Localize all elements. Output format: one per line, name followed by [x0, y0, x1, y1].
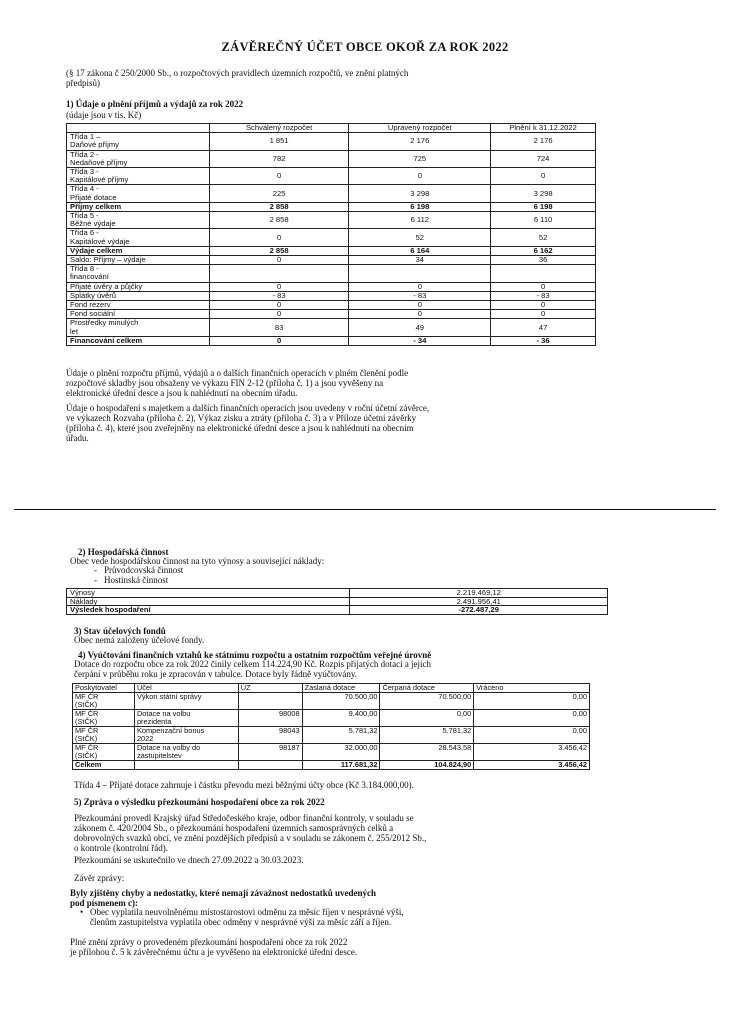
row-value: 49	[349, 319, 491, 336]
column-header: Zaslaná dotace	[302, 684, 380, 693]
provider-cell: MF ČR (StČK)	[73, 710, 135, 727]
section-1-unit: (údaje jsou v tis. Kč)	[66, 110, 142, 120]
text-line: Byly zjištěny chyby a nedostatky, které nemají závažnost nedostatků uvedených	[70, 888, 377, 898]
row-value: 0	[209, 301, 349, 310]
list-item: - Průvodcovská činnost	[94, 565, 184, 575]
column-header: Upravený rozpočet	[349, 124, 491, 133]
table-header-row	[67, 124, 596, 133]
section-5-findings	[70, 888, 376, 908]
row-value: 0	[491, 168, 596, 185]
column-header: Plnění k 31.12.2022	[491, 124, 596, 133]
row-value: - 34	[349, 336, 491, 345]
row-value: 3 298	[491, 185, 596, 202]
row-value: 52	[491, 229, 596, 246]
section-1-paragraph-2	[66, 403, 429, 443]
row-label: Třída 2 - Nedaňové příjmy	[67, 150, 210, 167]
row-value: 0	[209, 282, 349, 291]
text-line: Údaje o plnění rozpočtu příjmů, výdajů a o dalších finančních operacích v plném členění podle	[66, 368, 409, 378]
section-5-bullet	[80, 907, 404, 927]
business-result-table	[66, 588, 608, 615]
grants-table-body	[73, 684, 590, 770]
sent-cell: 70.500,00	[302, 693, 380, 710]
table-row	[67, 202, 596, 211]
table-row	[67, 301, 596, 310]
bullet-icon: •	[80, 907, 84, 917]
row-value: 0	[349, 310, 491, 319]
section-5-paragraph-1	[74, 813, 426, 853]
row-label: Třída 8 - financování	[67, 265, 210, 282]
text-line: Plné znění zprávy o provedeném přezkoumání hospodaření obce za rok 2022	[70, 937, 348, 947]
text-line: ve výkazech Rozvaha (příloha č. 2), Výkaz zisku a ztráty (příloha č. 3) a v Příloze účetní závěrky	[66, 413, 417, 423]
row-value	[209, 265, 349, 282]
table-row	[67, 150, 596, 167]
purpose-cell: Dotace na volby do zastupitelstev	[134, 744, 238, 761]
text-line: členům zastupitelstva vyplatila obec odměny v nesprávné výši za měsíc září a říjen.	[90, 917, 392, 927]
sent-cell: 5.781,32	[302, 727, 380, 744]
table-row	[67, 282, 596, 291]
row-label: Financování celkem	[67, 336, 210, 345]
text-line: zákonem č. 420/2004 Sb., o přezkoumání hospodaření územních samosprávných celků a	[74, 823, 394, 833]
section-5-heading: 5) Zpráva o výsledku přezkoumání hospodaření obce za rok 2022	[74, 797, 325, 807]
column-header: ÚZ	[238, 684, 302, 693]
row-value: 0	[491, 310, 596, 319]
table-row	[67, 256, 596, 265]
column-header: Poskytovatel	[73, 684, 135, 693]
table-row	[73, 693, 590, 710]
purpose-cell: Dotace na volbu prezidenta	[134, 710, 238, 727]
text-line: rozpočtové skladby jsou obsaženy ve výkazu FIN 2-12 (příloha č. 1) a jsou vyvěšeny na	[66, 378, 384, 388]
row-label: Třída 4 - Přijaté dotace	[67, 185, 210, 202]
list-item: - Hostinská činnost	[94, 575, 169, 585]
text-line: • Obec vyplatila neuvolněnému místostarostovi odměnu za měsíc říjen v nesprávné výši,	[80, 907, 404, 917]
row-value: 52	[349, 229, 491, 246]
text-line: pod písmenem c):	[70, 898, 138, 908]
row-label: Saldo: Příjmy – výdaje	[67, 256, 210, 265]
row-value: 6 162	[491, 246, 596, 255]
total-sent: 117.681,32	[302, 761, 380, 770]
table-row	[67, 310, 596, 319]
row-value: 6 198	[491, 202, 596, 211]
table-row	[73, 710, 590, 727]
used-cell: 28.543,58	[380, 744, 474, 761]
row-value: - 83	[349, 291, 491, 300]
text-line: o kontrole (kontrolní řád).	[74, 843, 168, 853]
row-value: 2 858	[209, 212, 349, 229]
table-row	[73, 744, 590, 761]
text-line: čerpání v průběhu roku je zpracován v tabulce. Dotace byly řádně vyúčtovány.	[74, 669, 358, 679]
row-value: - 83	[209, 291, 349, 300]
used-cell: 5.781,32	[380, 727, 474, 744]
table-row	[67, 133, 596, 150]
column-header: Účel	[134, 684, 238, 693]
returned-cell: 0,00	[474, 710, 590, 727]
purpose-cell: Kompenzační bonus 2022	[134, 727, 238, 744]
row-value	[349, 265, 491, 282]
budget-table-body	[67, 124, 596, 346]
text-line: dobrovolných svazků obcí, ve znění pozdějších předpisů a v souladu se zákonem č. 255/2012 Sb.,	[74, 833, 427, 843]
row-value: 724	[491, 150, 596, 167]
table-row	[67, 319, 596, 336]
uz-cell	[238, 693, 302, 710]
row-value: 0	[209, 229, 349, 246]
section-1-heading: 1) Údaje o plnění příjmů a výdajů za rok 2022	[66, 99, 244, 109]
row-value: 2 858	[209, 246, 349, 255]
returned-cell: 0,00	[474, 693, 590, 710]
row-label: Výnosy	[67, 589, 350, 598]
row-value: 47	[491, 319, 596, 336]
row-value: 6 198	[349, 202, 491, 211]
row-value: 0	[209, 256, 349, 265]
text-line: úřadu.	[66, 433, 89, 443]
text-line: Přezkoumání provedl Krajský úřad Středočeského kraje, odbor finanční kontroly, v souladu se	[74, 813, 414, 823]
row-label: Příjmy celkem	[67, 202, 210, 211]
row-value: 1 851	[209, 133, 349, 150]
row-value: 0	[209, 310, 349, 319]
provider-cell: MF ČR (StČK)	[73, 727, 135, 744]
row-value: 6 164	[349, 246, 491, 255]
section-2-list	[94, 565, 183, 585]
table-row	[67, 229, 596, 246]
table-row	[67, 246, 596, 255]
section-4-heading: 4) Vyúčtování finančních vztahů ke státnímu rozpočtu a ostatním rozpočtům veřejné úrovně	[78, 650, 432, 660]
row-label: Třída 6 - Kapitálové výdaje	[67, 229, 210, 246]
table-row	[73, 727, 590, 744]
row-label: Splátky úvěrů	[67, 291, 210, 300]
row-value: 2 858	[209, 202, 349, 211]
row-label: Třída 3 - Kapitálové příjmy	[67, 168, 210, 185]
section-4-note: Třída 4 – Přijaté dotace zahrnuje i částku převodu mezi běžnými účty obce (Kč 3.184.000,00).	[74, 780, 414, 790]
provider-cell: MF ČR (StČK)	[73, 744, 135, 761]
budget-table	[66, 123, 596, 346]
purpose-cell: Výkon státní správy	[134, 693, 238, 710]
row-value: 0	[491, 282, 596, 291]
grants-table	[72, 683, 590, 770]
table-row	[67, 589, 608, 598]
section-5-conclusion-label: Závěr zprávy:	[74, 873, 125, 883]
row-value: - 83	[491, 291, 596, 300]
row-value: 2.219.469,12	[350, 589, 608, 598]
section-3-text: Obec nemá založeny účelové fondy.	[74, 635, 205, 645]
row-label: Výdaje celkem	[67, 246, 210, 255]
table-row	[67, 291, 596, 300]
uz-cell: 98008	[238, 710, 302, 727]
row-value: 2 176	[349, 133, 491, 150]
row-value: 6 112	[349, 212, 491, 229]
row-value: 782	[209, 150, 349, 167]
row-value: 83	[209, 319, 349, 336]
row-value: 0	[349, 301, 491, 310]
row-value: 36	[491, 256, 596, 265]
table-row	[67, 185, 596, 202]
row-label: Třída 1 – Daňové příjmy	[67, 133, 210, 150]
section-2-heading: 2) Hospodářská činnost	[78, 547, 169, 557]
legal-reference-line: (§ 17 zákona č 250/2000 Sb., o rozpočtových pravidlech územních rozpočtů, ve znění platných	[66, 68, 409, 78]
returned-cell: 0,00	[474, 727, 590, 744]
row-value: 0	[209, 336, 349, 345]
section-5-dates: Přezkoumání se uskutečnilo ve dnech 27.09.2022 a 30.03.2023.	[74, 855, 304, 865]
row-value: -272.487,29	[350, 606, 608, 615]
table-row	[67, 606, 608, 615]
document-title: ZÁVĚREČNÝ ÚČET OBCE OKOŘ ZA ROK 2022	[221, 40, 509, 54]
section-3-heading: 3) Stav účelových fondů	[74, 626, 166, 636]
row-value: 6 110	[491, 212, 596, 229]
table-row	[67, 336, 596, 345]
row-label: Prostředky minulých let	[67, 319, 210, 336]
section-2-intro: Obec vede hospodářskou činnost na tyto výnosy a související náklady:	[70, 556, 325, 566]
row-value	[491, 265, 596, 282]
page-divider	[14, 509, 716, 510]
text-line: (příloha č. 4), které jsou zveřejněny na elektronické úřední desce a jsou k nahlédnutí na obecním	[66, 423, 414, 433]
row-label: Třída 5 - Běžné výdaje	[67, 212, 210, 229]
row-value: 725	[349, 150, 491, 167]
sent-cell: 32.000,00	[302, 744, 380, 761]
row-value: 0	[349, 282, 491, 291]
total-returned: 3.456,42	[474, 761, 590, 770]
column-header: Čerpaná dotace	[380, 684, 474, 693]
total-used: 104.824,90	[380, 761, 474, 770]
row-value: 225	[209, 185, 349, 202]
returned-cell: 3.456,42	[474, 744, 590, 761]
total-label: Celkem	[73, 761, 135, 770]
row-label: Přijaté úvěry a půjčky	[67, 282, 210, 291]
table-total-row	[73, 761, 590, 770]
text-line: elektronické úřední desce a jsou k nahlédnutí na obecním úřadu.	[66, 388, 298, 398]
legal-reference	[66, 68, 408, 88]
row-value: 2.491.956,41	[350, 597, 608, 606]
used-cell: 0,00	[380, 710, 474, 727]
column-header: Vráceno	[474, 684, 590, 693]
row-label: Náklady	[67, 597, 350, 606]
row-value: 0	[209, 168, 349, 185]
uz-cell: 98187	[238, 744, 302, 761]
row-label: Fond sociální	[67, 310, 210, 319]
text-line: Dotace do rozpočtu obce za rok 2022 činily celkem 114.224,90 Kč. Rozpis přijatých dotací a jejich	[74, 659, 432, 669]
text-line: Údaje o hospodaření s majetkem a dalších finančních operacích jsou uvedeny v roční účetní závěrce,	[66, 403, 430, 413]
used-cell: 70.500,00	[380, 693, 474, 710]
table-row	[67, 212, 596, 229]
legal-reference-line: předpisů)	[66, 78, 100, 88]
uz-cell: 98043	[238, 727, 302, 744]
section-4-text	[74, 659, 431, 679]
table-row	[67, 168, 596, 185]
row-value: - 36	[491, 336, 596, 345]
row-value: 34	[349, 256, 491, 265]
text-line: je přílohou č. 5 k závěrečnému účtu a je vyvěšeno na elektronické úřední desce.	[70, 947, 358, 957]
row-value: 3 298	[349, 185, 491, 202]
section-1-paragraph-1	[66, 368, 408, 398]
row-value: 2 176	[491, 133, 596, 150]
section-5-paragraph-final	[70, 937, 357, 957]
row-label: Výsledek hospodaření	[67, 606, 350, 615]
provider-cell: MF ČR (StČK)	[73, 693, 135, 710]
row-value: 0	[349, 168, 491, 185]
row-label: Fond rezerv	[67, 301, 210, 310]
table-row	[67, 265, 596, 282]
column-header: Schválený rozpočet	[209, 124, 349, 133]
row-value: 0	[491, 301, 596, 310]
sent-cell: 9.400,00	[302, 710, 380, 727]
